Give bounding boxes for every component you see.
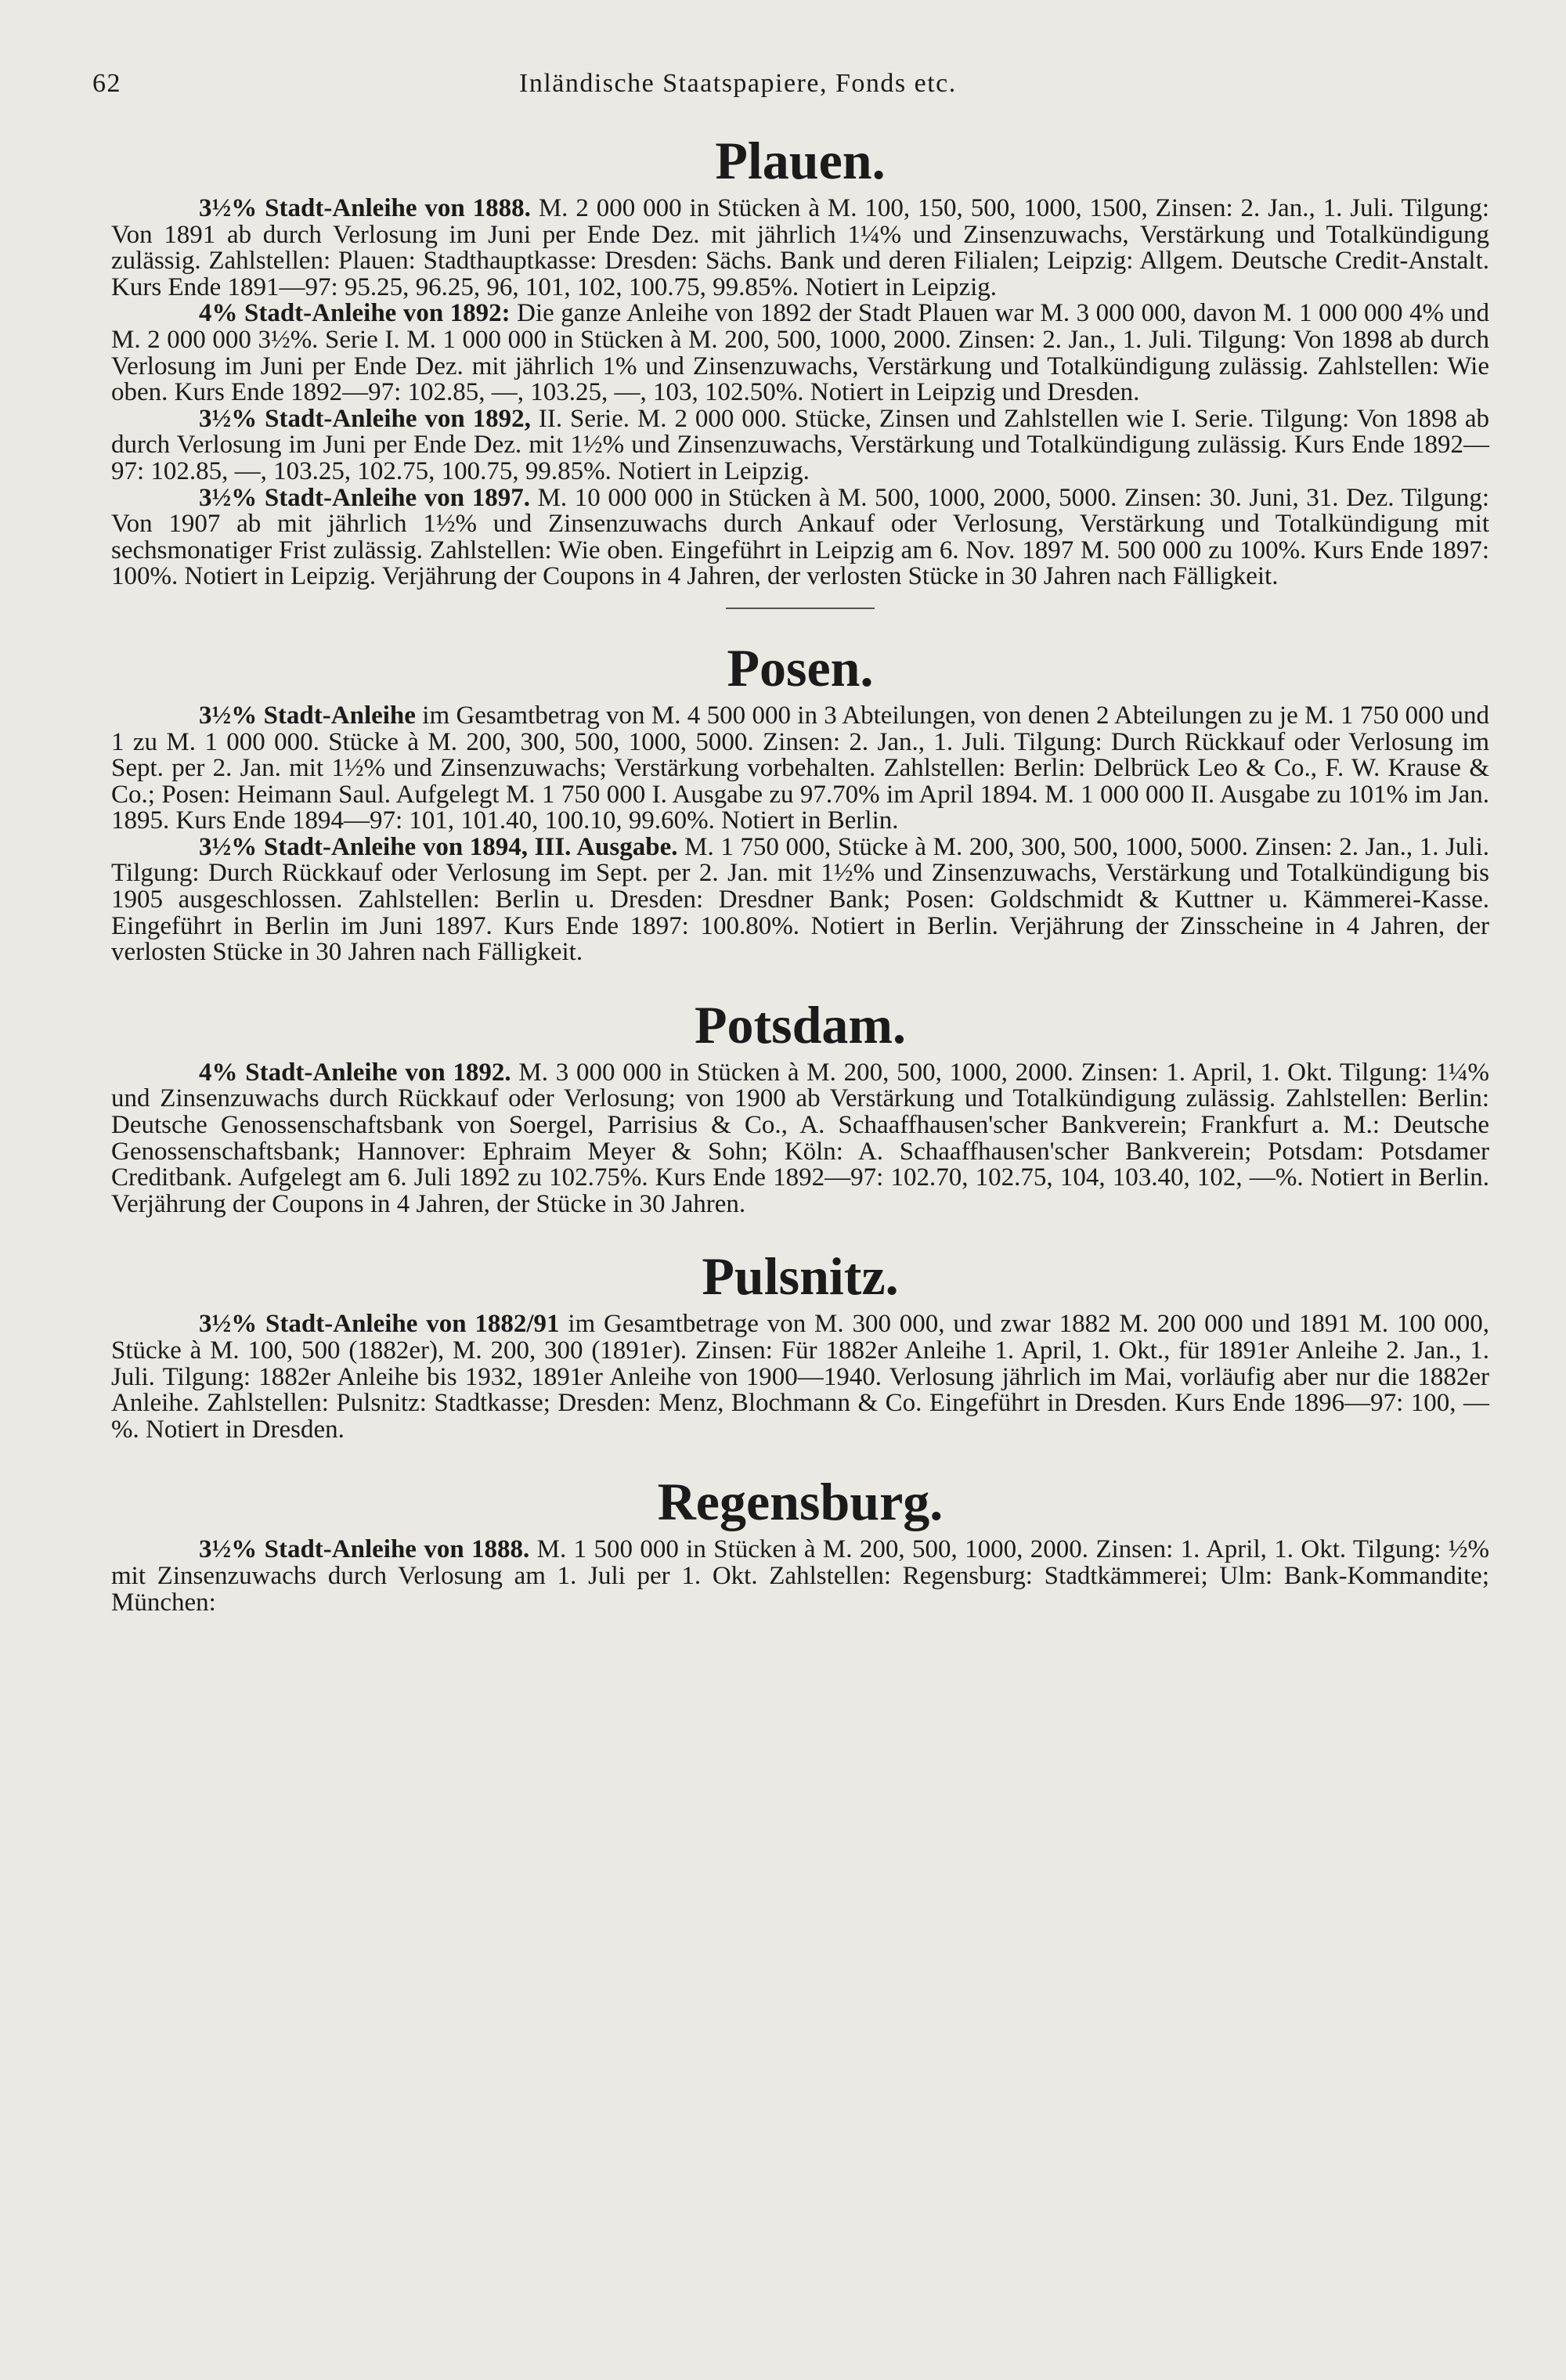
section-plauen (111, 125, 1489, 609)
bond-entry (111, 406, 1489, 485)
entry-lead: 3½% Stadt-Anleihe von 1897. (199, 483, 530, 512)
section-posen (111, 633, 1489, 966)
page-number: 62 (92, 69, 121, 98)
section-divider (726, 608, 875, 609)
entry-text: M. 1 500 000 in Stücken à M. 200, 500, 1000, 2000. Zinsen: 1. April, 1. Okt. Tilgung: ½% mit Zinsenzuwachs durch Verlosung am 1. Juli per 1. Okt. Zahlstellen: Regensburg: Stadtkämmerei; Ulm: Bank-Kommandite; München: (111, 1535, 1489, 1617)
entry-lead: 3½% Stadt-Anleihe von 1892, (199, 404, 531, 433)
bond-entry (111, 1311, 1489, 1443)
entry-lead: 3½% Stadt-Anleihe von 1888. (199, 1535, 530, 1564)
bond-entry (111, 196, 1489, 301)
entry-text: M. 3 000 000 in Stücken à M. 200, 500, 1000, 2000. Zinsen: 1. April, 1. Okt. Tilgung: 1¼% und Zinsenzuwachs durch Rückkauf oder Verlosung; von 1900 ab Verstärkung und Totalkündigung zulässig. Zahlstellen: Berlin: Deutsche Genossenschaftsbank von Soergel, Parrisius & Co., A. Schaaffhausen'scher Bankverein; Frankfurt a. M.: Deutsche Genossenschaftsbank; Hannover: Ephraim Meyer & Sohn; Köln: A. Schaaffhausen'scher Bankverein; Potsdam: Potsdamer Creditbank. Aufgelegt am 6. Juli 1892 zu 102.75%. Kurs Ende 1892—97: 102.70, 102.75, 104, 103.40, 102, —%. Notiert in Berlin. Verjährung der Coupons in 4 Jahren, der Stücke in 30 Jahren. (111, 1058, 1489, 1218)
entry-lead: 3½% Stadt-Anleihe (199, 701, 416, 730)
entry-lead: 3½% Stadt-Anleihe von 1888. (199, 194, 531, 222)
city-heading: Posen. (727, 637, 874, 698)
running-head (92, 69, 1494, 113)
entry-lead: 3½% Stadt-Anleihe von 1882/91 (199, 1310, 560, 1339)
entry-text: II. Serie. M. 2 000 000. Stücke, Zinsen und Zahlstellen wie I. Serie. Tilgung: Von 1898 ab durch Verlosung im Juni per Ende Dez. mit 1½% und Zinsenzuwachs, Verstärkung und Totalkündigung zulässig. Kurs Ende 1892—97: 102.85, —, 103.25, 102.75, 100.75, 99.85%. Notiert in Leipzig. (111, 404, 1489, 485)
city-heading: Regensburg. (657, 1472, 944, 1532)
bond-entry (111, 703, 1489, 835)
section-potsdam (111, 990, 1489, 1218)
section-regensburg (111, 1466, 1489, 1616)
entry-text: Die ganze Anleihe von 1892 der Stadt Plauen war M. 3 000 000, davon M. 1 000 000 4% und M. 2 000 000 3½%. Serie I. M. 1 000 000 in Stücken à M. 200, 500, 1000, 2000. Zinsen: 2. Jan., 1. Juli. Tilgung: Von 1898 ab durch Verlosung im Juni per Ende Dez. mit jährlich 1% und Zinsenzuwachs, Verstärkung und Totalkündigung zulässig. Zahlstellen: Wie oben. Kurs Ende 1892—97: 102.85, —, 103.25, —, 103, 102.50%. Notiert in Leipzig und Dresden. (111, 299, 1489, 407)
entry-text: im Gesamtbetrage von M. 300 000, und zwar 1882 M. 200 000 und 1891 M. 100 000, Stücke à M. 100, 500 (1882er), M. 200, 300 (1891er). Zinsen: Für 1882er Anleihe 1. April, 1. Okt., für 1891er Anleihe 2. Jan., 1. Juli. Tilgung: 1882er Anleihe bis 1932, 1891er Anleihe von 1900—1940. Verlosung jährlich im Mai, vorläufig aber nur die 1882er Anleihe. Zahlstellen: Pulsnitz: Stadtkasse; Dresden: Menz, Blochmann & Co. Eingeführt in Dresden. Kurs Ende 1896—97: 100, —%. Notiert in Dresden. (111, 1310, 1489, 1444)
entry-lead: 3½% Stadt-Anleihe von 1894, III. Ausgabe. (199, 832, 678, 861)
bond-entry (111, 1060, 1489, 1218)
entry-lead: 4% Stadt-Anleihe von 1892: (199, 299, 511, 328)
content (111, 125, 1489, 1639)
city-heading: Pulsnitz. (702, 1246, 899, 1307)
entry-text: im Gesamtbetrag von M. 4 500 000 in 3 Abteilungen, von denen 2 Abteilungen zu je M. 1 750 000 und 1 zu M. 1 000 000. Stücke à M. 200, 300, 500, 1000, 5000. Zinsen: 2. Jan., 1. Juli. Tilgung: Durch Rückkauf oder Verlosung im Sept. per 2. Jan. mit 1½% und Zinsenzuwachs; Verstärkung vorbehalten. Zahlstellen: Berlin: Delbrück Leo & Co., F. W. Krause & Co.; Posen: Heimann Saul. Aufgelegt M. 1 750 000 I. Ausgabe zu 97.70% im April 1894. M. 1 000 000 II. Ausgabe zu 101% im Jan. 1895. Kurs Ende 1894—97: 101, 101.40, 100.10, 99.60%. Notiert in Berlin. (111, 701, 1490, 835)
section-pulsnitz (111, 1241, 1489, 1443)
city-heading: Plauen. (715, 131, 886, 190)
bond-entry (111, 832, 1489, 967)
bond-entry (111, 301, 1489, 406)
bond-entry (111, 485, 1489, 590)
entry-lead: 4% Stadt-Anleihe von 1892. (199, 1058, 511, 1087)
running-title: Inländische Staatspapiere, Fonds etc. (519, 69, 957, 98)
entry-text: M. 1 750 000, Stücke à M. 200, 300, 500, 1000, 5000. Zinsen: 2. Jan., 1. Juli. Tilgung: Durch Rückkauf oder Verlosung im Sept. per 2. Jan. mit 1½% und Zinsenzuwachs, Verstärkung und Totalkündigung bis 1905 ausgeschlossen. Zahlstellen: Berlin u. Dresden: Dresdner Bank; Posen: Goldschmidt & Kuttner u. Kämmerei-Kasse. Eingeführt in Berlin im Juni 1897. Kurs Ende 1897: 100.80%. Notiert in Berlin. Verjährung der Zinsscheine in 4 Jahren, der verlosten Stücke in 30 Jahren nach Fälligkeit. (111, 832, 1489, 967)
entry-text: M. 2 000 000 in Stücken à M. 100, 150, 500, 1000, 1500, Zinsen: 2. Jan., 1. Juli. Tilgung: Von 1891 ab durch Verlosung im Juni per Ende Dez. mit jährlich 1¼% und Zinsenzuwachs, Verstärkung und Totalkündigung zulässig. Zahlstellen: Plauen: Stadthauptkasse: Dresden: Sächs. Bank und deren Filialen; Leipzig: Allgem. Deutsche Credit-Anstalt. Kurs Ende 1891—97: 95.25, 96.25, 96, 101, 102, 100.75, 99.85%. Notiert in Leipzig. (111, 194, 1490, 301)
city-heading: Potsdam. (694, 994, 907, 1055)
bond-entry (111, 1537, 1489, 1616)
entry-text: M. 10 000 000 in Stücken à M. 500, 1000, 2000, 5000. Zinsen: 30. Juni, 31. Dez. Tilgung: Von 1907 ab mit jährlich 1½% und Zinsenzuwachs durch Ankauf oder Verlosung, Verstärkung und Totalkündigung mit sechsmonatiger Frist zulässig. Zahlstellen: Wie oben. Eingeführt in Leipzig am 6. Nov. 1897 M. 500 000 zu 100%. Kurs Ende 1897: 100%. Notiert in Leipzig. Verjährung der Coupons in 4 Jahren, der verlosten Stücke in 30 Jahren nach Fälligkeit. (111, 483, 1490, 591)
